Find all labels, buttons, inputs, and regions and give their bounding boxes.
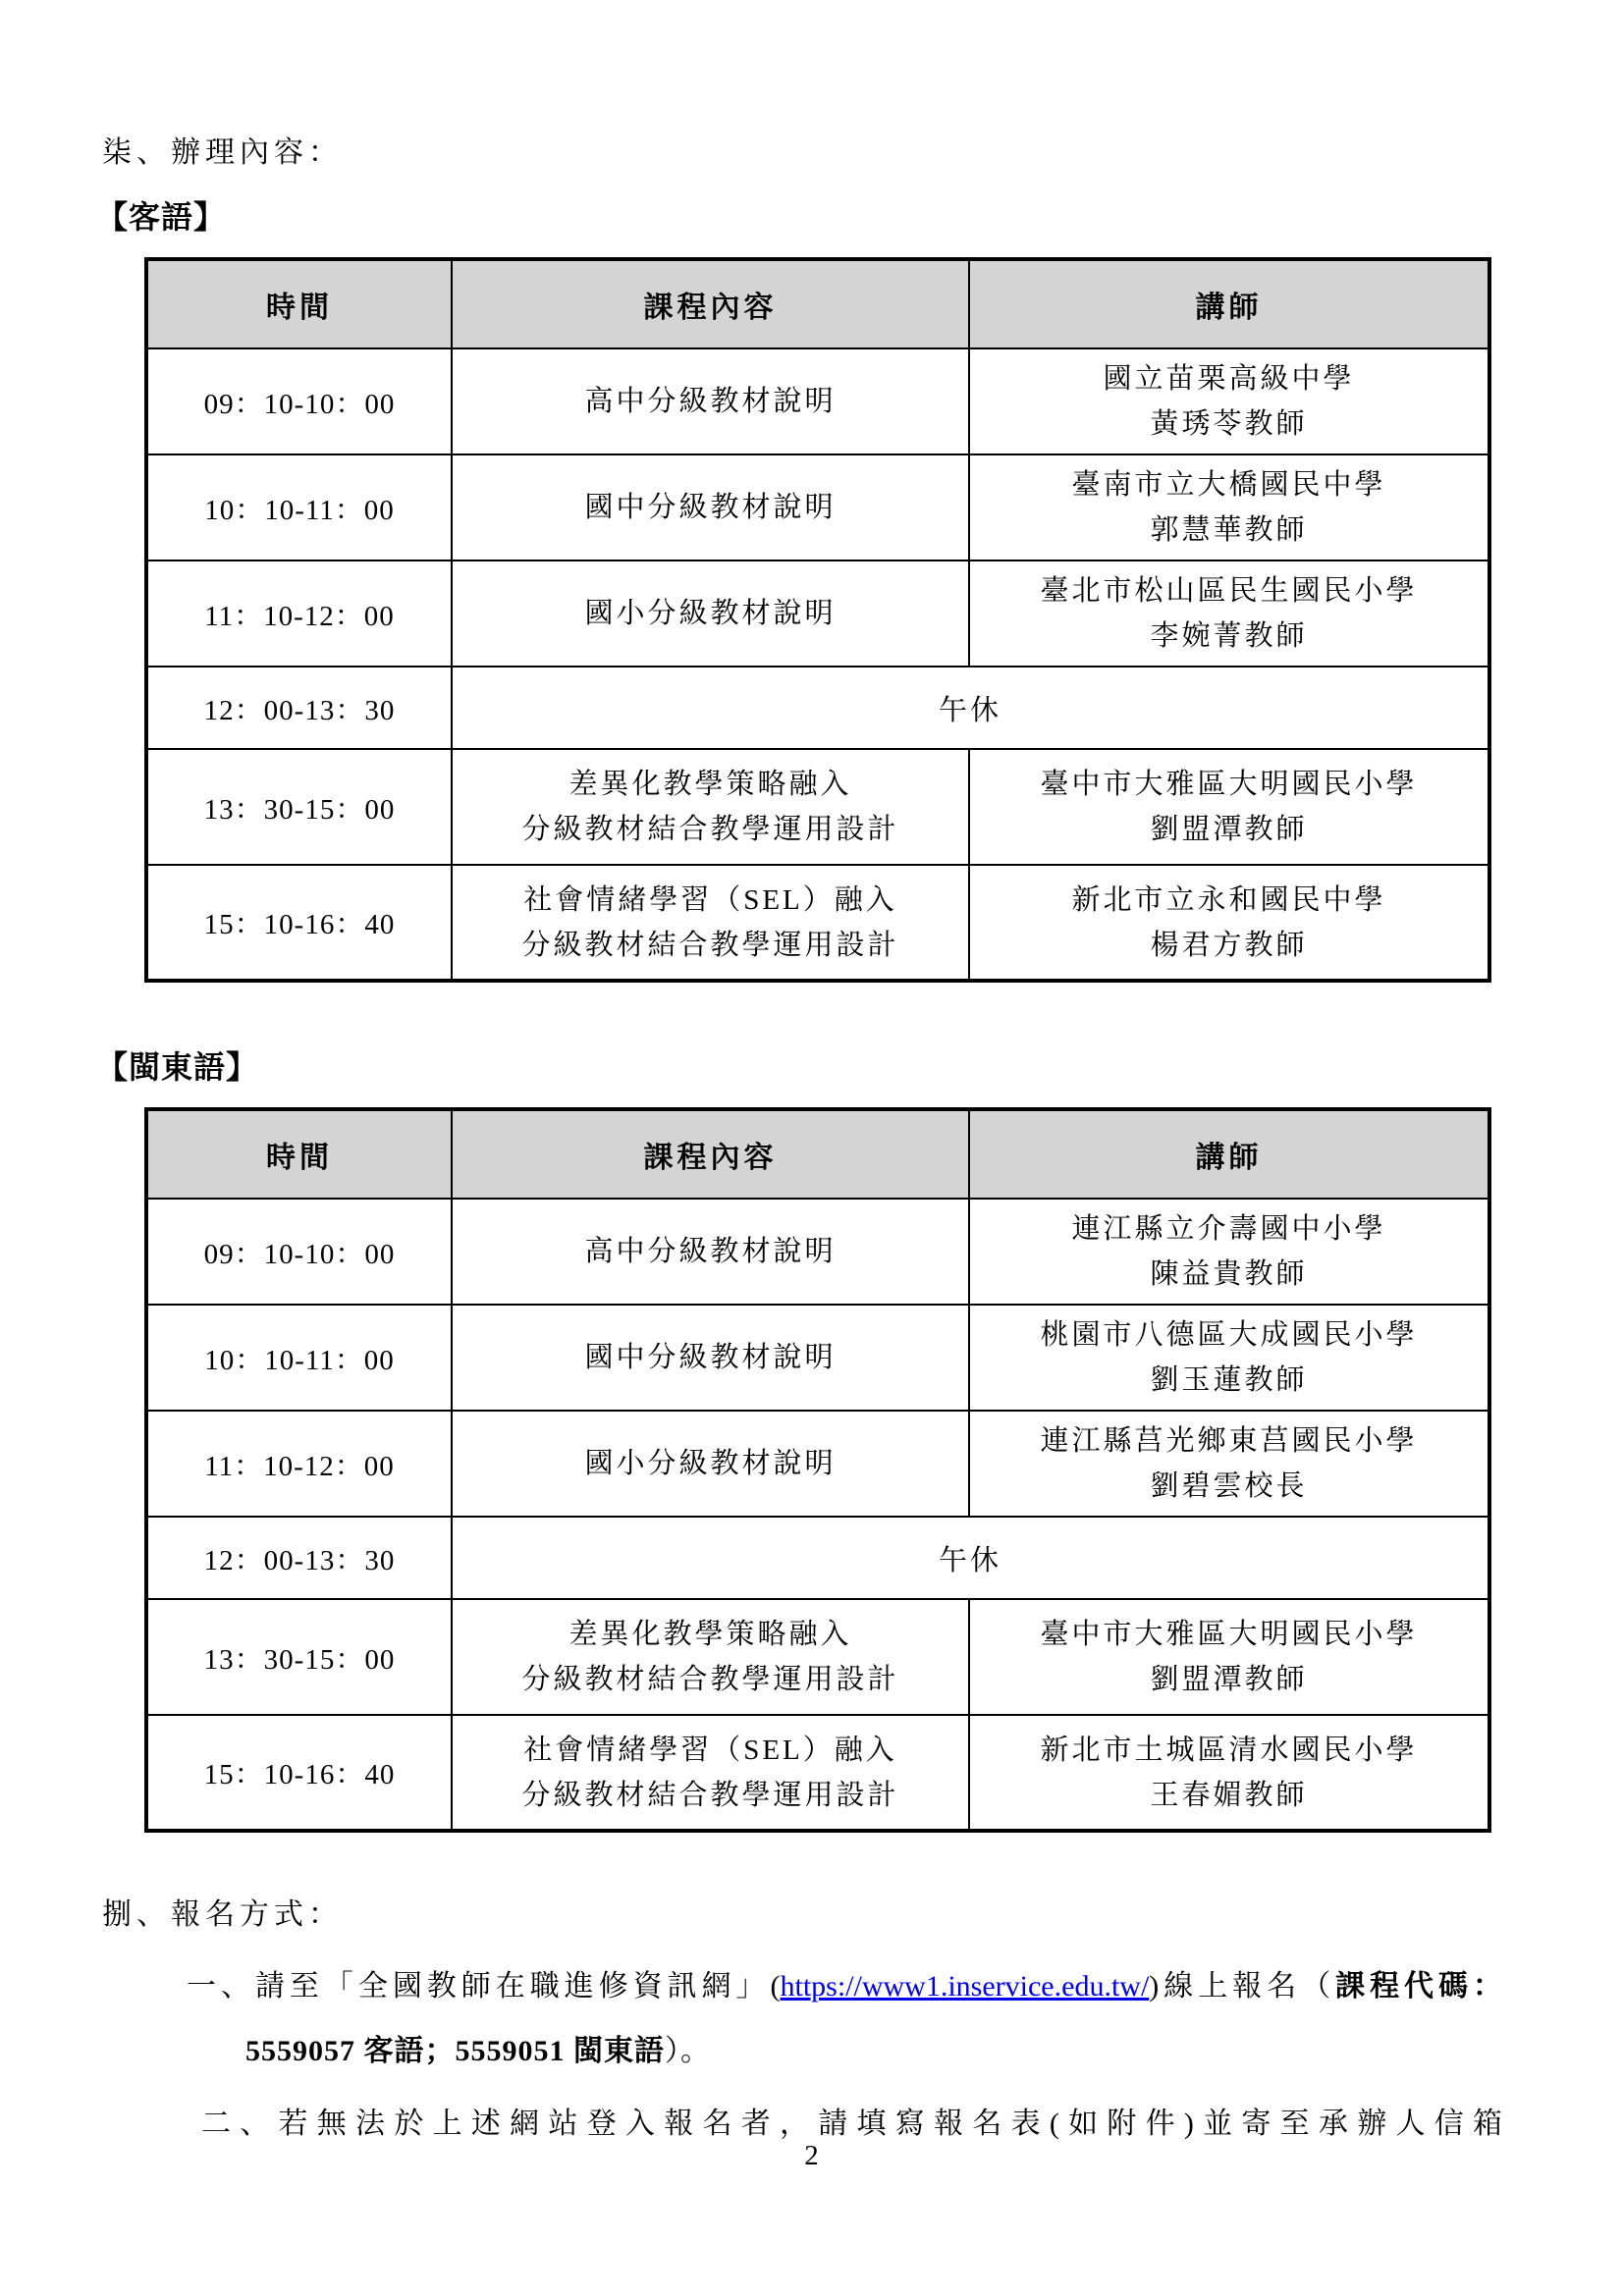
time-cell: 12：00-13：30: [146, 667, 452, 749]
time-cell: 10：10-11：00: [146, 454, 452, 561]
content-cell: 國中分級教材說明: [452, 1305, 969, 1411]
lecturer-cell: 新北市土城區清水國民小學 王春媚教師: [969, 1715, 1489, 1831]
table-row: [146, 865, 1489, 981]
lecturer-cell: 新北市立永和國民中學 楊君方教師: [969, 865, 1489, 981]
eastern-min-schedule-table: [144, 1107, 1491, 1833]
lunch-cell: 午休: [452, 1517, 1489, 1599]
hakka-schedule-table: [144, 257, 1491, 983]
lecturer-cell: 臺南市立大橋國民中學 郭慧華教師: [969, 454, 1489, 561]
content-cell: 差異化教學策略融入 分級教材結合教學運用設計: [452, 1599, 969, 1715]
header-lecturer: 講師: [969, 259, 1489, 348]
course-codes-text: 5559057 客語；5559051 閩東語: [245, 2035, 665, 2067]
header-time: 時間: [146, 259, 452, 348]
time-cell: 15：10-16：40: [146, 865, 452, 981]
table-row: [146, 1715, 1489, 1831]
content-cell: 高中分級教材說明: [452, 1199, 969, 1305]
table-row: [146, 1305, 1489, 1411]
section-7-title: 柒、辦理內容：: [102, 136, 343, 169]
lecturer-cell: 臺北市松山區民生國民小學 李婉菁教師: [969, 561, 1489, 667]
inservice-website-link[interactable]: https://www1.inservice.edu.tw/: [780, 1970, 1150, 2002]
lecturer-cell: 臺中市大雅區大明國民小學 劉盟潭教師: [969, 749, 1489, 865]
table-row: [146, 454, 1489, 561]
table-row: [146, 348, 1489, 454]
time-cell: 11：10-12：00: [146, 561, 452, 667]
header-content: 課程內容: [452, 259, 969, 348]
content-cell: 國小分級教材說明: [452, 561, 969, 667]
time-cell: 10：10-11：00: [146, 1305, 452, 1411]
lunch-cell: 午休: [452, 667, 1489, 749]
header-content: 課程內容: [452, 1109, 969, 1199]
table-header-row: [146, 1109, 1489, 1199]
page-number: 2: [804, 2140, 819, 2171]
table-row: [146, 1599, 1489, 1715]
lunch-row: [146, 667, 1489, 749]
registration-item-1-codes: [245, 2026, 711, 2069]
content-cell: 高中分級教材說明: [452, 348, 969, 454]
content-cell: 差異化教學策略融入 分級教材結合教學運用設計: [452, 749, 969, 865]
content-cell: 國小分級教材說明: [452, 1411, 969, 1517]
lecturer-cell: 連江縣立介壽國中小學 陳益貴教師: [969, 1199, 1489, 1305]
table-row: [146, 749, 1489, 865]
content-cell: 國中分級教材說明: [452, 454, 969, 561]
registration-item-2: 二、若無法於上述網站登入報名者，請填寫報名表(如附件)並寄至承辦人信箱: [201, 2108, 1502, 2140]
table-row: [146, 1411, 1489, 1517]
time-cell: 09：10-10：00: [146, 1199, 452, 1305]
reg1-mid-text: )線上報名（: [1149, 1970, 1336, 2002]
time-cell: 12：00-13：30: [146, 1517, 452, 1599]
header-lecturer: 講師: [969, 1109, 1489, 1199]
time-cell: 13：30-15：00: [146, 1599, 452, 1715]
lecturer-cell: 國立苗栗高級中學 黃琇苓教師: [969, 348, 1489, 454]
lecturer-cell: 桃園市八德區大成國民小學 劉玉蓮教師: [969, 1305, 1489, 1411]
section-8-title: 捌、報名方式：: [102, 1898, 343, 1931]
time-cell: 15：10-16：40: [146, 1715, 452, 1831]
hakka-table-label: 【客語】: [96, 199, 227, 235]
reg1-line2-end-text: ）。: [665, 2035, 711, 2067]
lecturer-cell: 連江縣莒光鄉東莒國民小學 劉碧雲校長: [969, 1411, 1489, 1517]
course-code-label: 課程代碼：: [1335, 1970, 1502, 2002]
content-cell: 社會情緒學習（SEL）融入 分級教材結合教學運用設計: [452, 1715, 969, 1831]
table-row: [146, 1199, 1489, 1305]
header-time: 時間: [146, 1109, 452, 1199]
content-cell: 社會情緒學習（SEL）融入 分級教材結合教學運用設計: [452, 865, 969, 981]
time-cell: 11：10-12：00: [146, 1411, 452, 1517]
time-cell: 09：10-10：00: [146, 348, 452, 454]
registration-item-1: [187, 1961, 1502, 2004]
eastern-min-table-label: 【閩東語】: [96, 1049, 259, 1085]
lunch-row: [146, 1517, 1489, 1599]
reg1-prefix-text: 一、請至「全國教師在職進修資訊網」(: [187, 1970, 781, 2002]
table-header-row: [146, 259, 1489, 348]
table-row: [146, 561, 1489, 667]
time-cell: 13：30-15：00: [146, 749, 452, 865]
lecturer-cell: 臺中市大雅區大明國民小學 劉盟潭教師: [969, 1599, 1489, 1715]
